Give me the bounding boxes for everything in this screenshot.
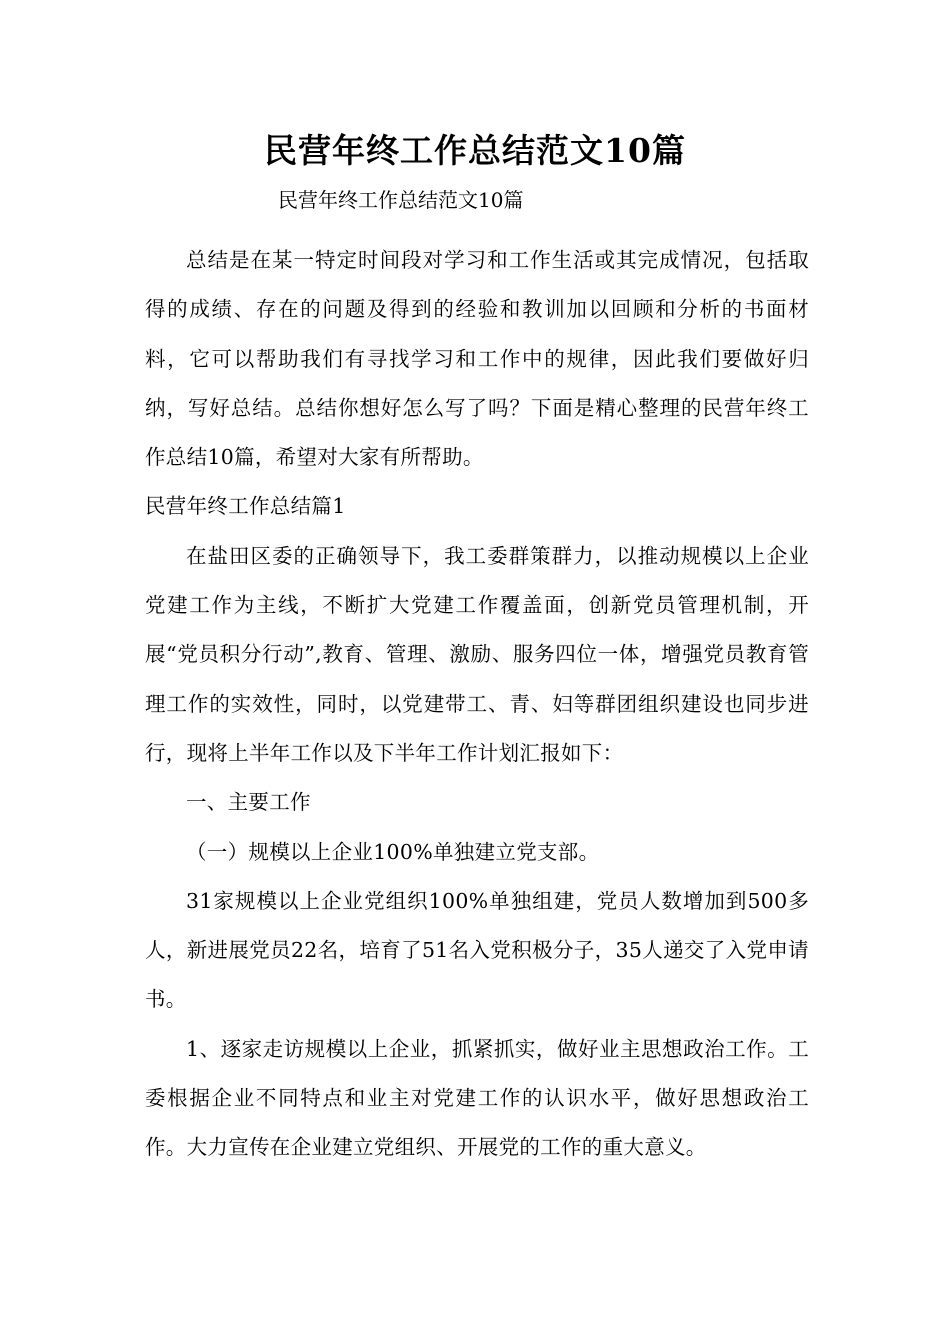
document-subtitle: 民营年终工作总结范文10篇	[278, 188, 524, 212]
body-paragraph: 1、逐家走访规模以上企业，抓紧抓实，做好业主思想政治工作。工委根据企业不同特点和业主对党建工作的认识水平，做好思想政治工作。大力宣传在企业建立党组织、开展党的工作的重大意义。	[145, 1036, 809, 1160]
subsection-heading: （一）规模以上企业100%单独建立党支部。	[186, 839, 600, 864]
body-paragraph: 31家规模以上企业党组织100%单独组建，党员人数增加到500多人，新进展党员22名，培育了51名入党积极分子，35人递交了入党申请书。	[145, 888, 809, 1012]
document-title: 民营年终工作总结范文10篇	[264, 131, 686, 170]
section-heading: 民营年终工作总结篇1	[145, 494, 346, 519]
document-body	[145, 236, 809, 1173]
body-paragraph: 在盐田区委的正确领导下，我工委群策群力，以推动规模以上企业党建工作为主线，不断扩大党建工作覆盖面，创新党员管理机制，开展“党员积分行动”,教育、管理、激励、服务四位一体，增强党员教育管理工作的实效性，同时，以党建带工、青、妇等群团组织建设也同步进行，现将上半年工作以及下半年工作计划汇报如下：	[145, 543, 809, 765]
subsection-heading: 一、主要工作	[186, 790, 311, 815]
intro-paragraph: 总结是在某一特定时间段对学习和工作生活或其完成情况，包括取得的成绩、存在的问题及得到的经验和教训加以回顾和分析的书面材料，它可以帮助我们有寻找学习和工作中的规律，因此我们要做好归纳，写好总结。总结你想好怎么写了吗？下面是精心整理的民营年终工作总结10篇，希望对大家有所帮助。	[145, 248, 809, 470]
